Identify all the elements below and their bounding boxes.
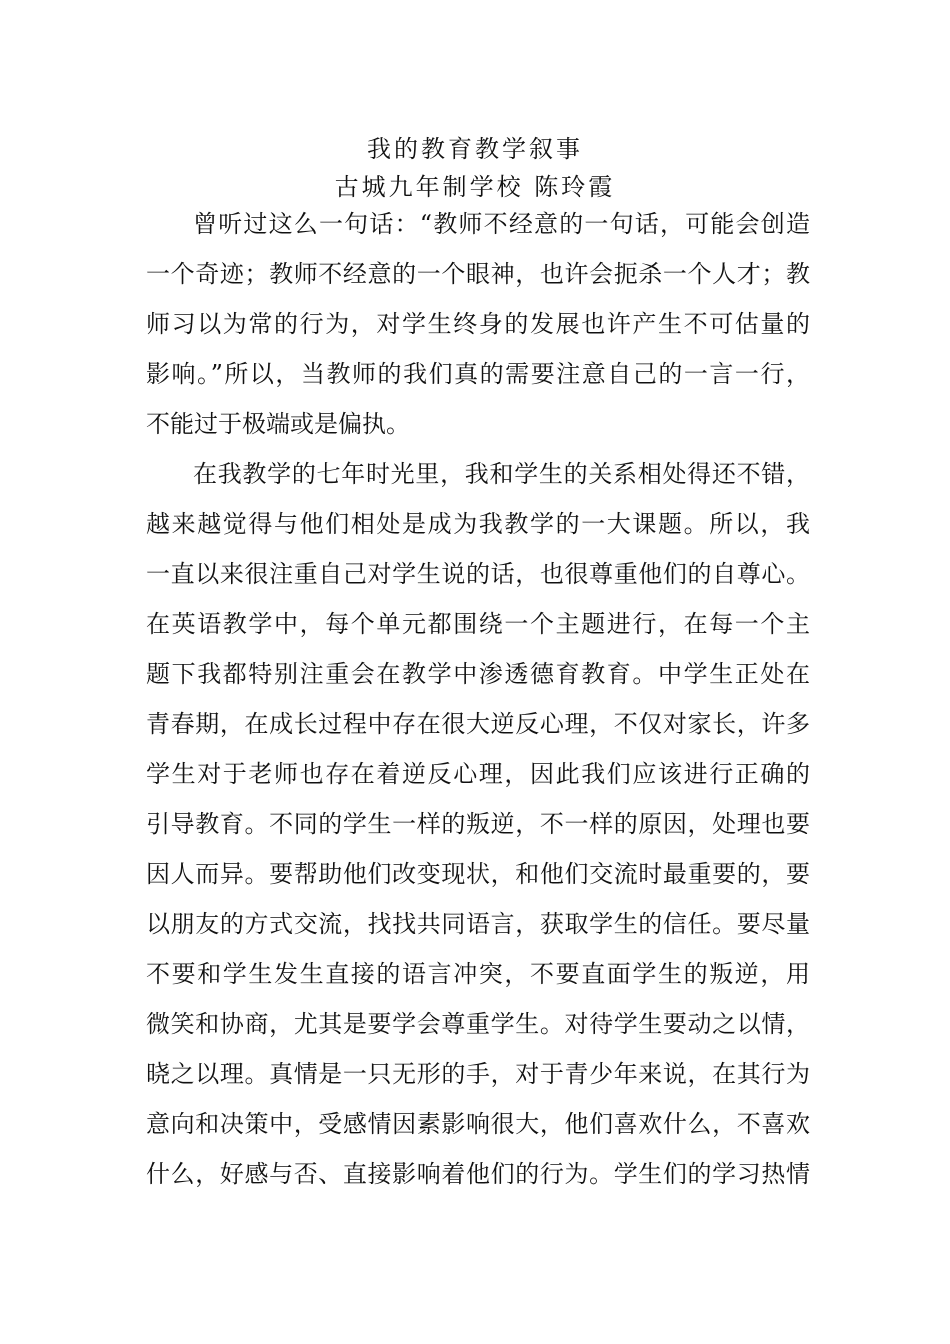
paragraph-1-line-3: 师习以为常的行为，对学生终身的发展也许产生不可估量的 <box>146 310 810 338</box>
paragraph-1-line-2: 一个奇迹；教师不经意的一个眼神，也许会扼杀一个人才；教 <box>146 260 810 288</box>
paragraph-1-line-5: 不能过于极端或是偏执。 <box>146 410 410 438</box>
paragraph-1-line-4: 影响。”所以，当教师的我们真的需要注意自己的一言一行， <box>146 360 810 388</box>
paragraph-2-line-15: 什么，好感与否、直接影响着他们的行为。学生们的学习热情 <box>146 1160 810 1188</box>
document-title: 我的教育教学叙事 <box>367 135 583 163</box>
paragraph-2-line-12: 微笑和协商，尤其是要学会尊重学生。对待学生要动之以情， <box>146 1010 810 1038</box>
paragraph-2-line-4: 在英语教学中，每个单元都围绕一个主题进行，在每一个主 <box>146 610 810 638</box>
paragraph-2-line-13: 晓之以理。真情是一只无形的手，对于青少年来说，在其行为 <box>146 1060 810 1088</box>
paragraph-2-line-3: 一直以来很注重自己对学生说的话，也很尊重他们的自尊心。 <box>146 560 810 588</box>
paragraph-2-line-7: 学生对于老师也存在着逆反心理，因此我们应该进行正确的 <box>146 760 810 788</box>
paragraph-2-line-2: 越来越觉得与他们相处是成为我教学的一大课题。所以，我 <box>146 510 810 538</box>
paragraph-2-line-14: 意向和决策中，受感情因素影响很大，他们喜欢什么，不喜欢 <box>146 1110 810 1138</box>
paragraph-2-line-9: 因人而异。要帮助他们改变现状，和他们交流时最重要的，要 <box>146 860 810 888</box>
paragraph-2-line-5: 题下我都特别注重会在教学中渗透德育教育。中学生正处在 <box>146 660 810 688</box>
paragraph-2-line-6: 青春期，在成长过程中存在很大逆反心理，不仅对家长，许多 <box>146 710 810 738</box>
paragraph-2-line-1: 在我教学的七年时光里，我和学生的关系相处得还不错， <box>193 460 810 488</box>
paragraph-2-line-10: 以朋友的方式交流，找找共同语言，获取学生的信任。要尽量 <box>146 910 810 938</box>
author-line: 古城九年制学校 陈玲霞 <box>334 173 616 201</box>
paragraph-1-line-1: 曾听过这么一句话：“教师不经意的一句话，可能会创造 <box>193 210 810 238</box>
paragraph-2-line-8: 引导教育。不同的学生一样的叛逆，不一样的原因，处理也要 <box>146 810 810 838</box>
paragraph-2-line-11: 不要和学生发生直接的语言冲突，不要直面学生的叛逆，用 <box>146 960 810 988</box>
